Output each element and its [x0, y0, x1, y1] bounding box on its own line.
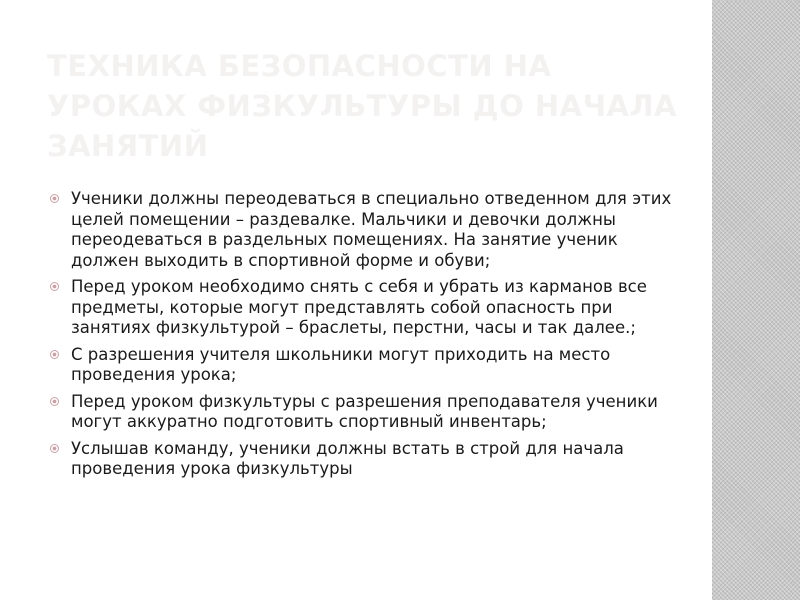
circle-bullet-icon	[50, 350, 59, 359]
list-item	[50, 277, 690, 339]
bullet-text: Перед уроком физкультуры с разрешения преподавателя ученики могут аккуратно подготовить спортивный инвентарь;	[71, 391, 658, 431]
bullet-text: С разрешения учителя школьники могут приходить на место проведения урока;	[71, 344, 611, 384]
bullet-text: Перед уроком необходимо снять с себя и убрать из карманов все предметы, которые могут представлять собой опасность при занятиях физкультурой – браслеты, перстни, часы и так далее.;	[71, 277, 647, 337]
circle-bullet-icon	[50, 282, 59, 291]
bullet-text: Услышав команду, ученики должны встать в строй для начала проведения урока физкультуры	[71, 438, 624, 478]
circle-bullet-icon	[50, 194, 59, 203]
list-item	[50, 392, 690, 433]
circle-bullet-icon	[50, 444, 59, 453]
list-item	[50, 189, 690, 271]
decorative-side-band	[712, 0, 800, 600]
circle-bullet-icon	[50, 397, 59, 406]
slide-title: ТЕХНИКА БЕЗОПАСНОСТИ НА УРОКАХ ФИЗКУЛЬТУРЫ ДО НАЧАЛА ЗАНЯТИЙ	[47, 49, 677, 163]
list-item	[50, 439, 690, 480]
list-item	[50, 345, 690, 386]
bullet-list	[50, 189, 690, 486]
bullet-text: Ученики должны переодеваться в специально отведенном для этих целей помещении – раздевалке. Мальчики и девочки должны переодеваться в раздельных помещениях. На занятие ученик должен выходить в спортивной форме и обуви;	[71, 189, 672, 270]
